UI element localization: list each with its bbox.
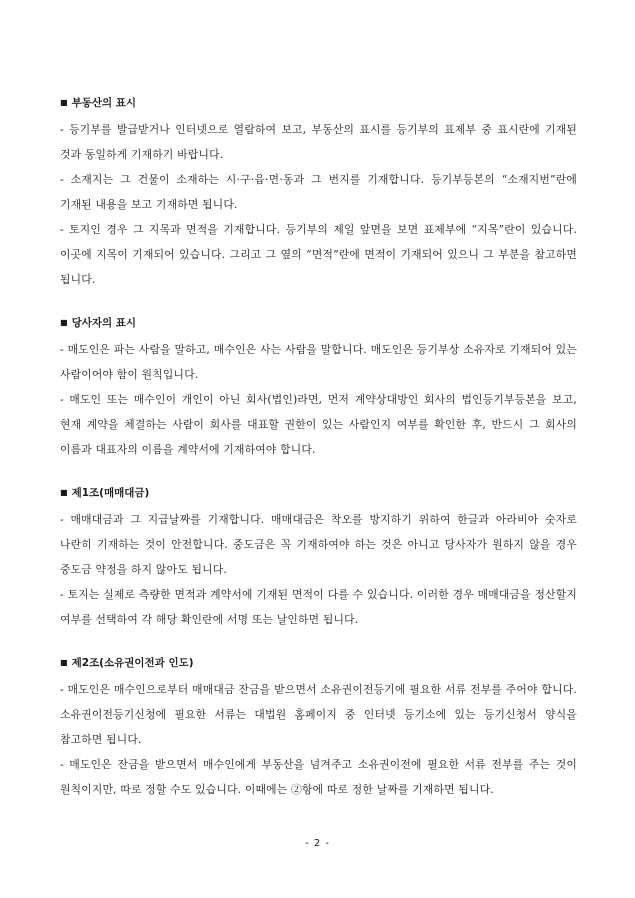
paragraph: - 매매대금과 그 지급날짜를 기재합니다. 매매대금은 착오를 방지하기 위하여 한글과 아라비아 숫자로 나란히 기재하는 것이 안전합니다. 중도금은 꼭 기재하여야 하는 것은 아니고 당사자가 원하지 않을 경우 중도금 약정을 하지 않아도 됩니다. [60,513,577,576]
paragraph: - 소재지는 그 건물이 소재하는 시·구·읍·면·동과 그 번지를 기재합니다. 등기부등본의 “소재지번”란에 기재된 내용을 보고 기재하면 됩니다. [60,173,577,211]
section-heading [60,655,577,671]
section-title: 부동산의 표시 [71,97,137,109]
page-number: - 2 - [305,838,330,849]
square-bullet-icon: ■ [60,318,68,327]
paragraph: - 매도인은 파는 사람을 말하고, 매수인은 사는 사람을 말합니다. 매도인은 등기부상 소유자로 기재되어 있는 사람이어야 함이 원칙입니다. [60,343,577,381]
paragraph: - 토지인 경우 그 지목과 면적을 기재합니다. 등기부의 제일 앞면을 보면 표제부에 “지목”란이 있습니다. 이곳에 지목이 기재되어 있습니다. 그리고 그 옆의 “면적”란에 면적이 기재되어 있으니 그 부분을 참고하면 됩니다. [60,223,577,286]
section-heading [60,485,577,501]
paragraph: - 매도인은 매수인으로부터 매매대금 잔금을 받으면서 소유권이전등기에 필요한 서류 전부를 주어야 합니다. 소유권이전등기신청에 필요한 서류는 대법원 홈페이지 중 인터넷 등기소에 있는 등기신청서 양식을 참고하면 됩니다. [60,683,577,746]
section-heading [60,315,577,331]
paragraph: - 등기부를 발급받거나 인터넷으로 열람하여 보고, 부동산의 표시를 등기부의 표제부 중 표시란에 기재된 것과 동일하게 기재하기 바랍니다. [60,123,577,161]
square-bullet-icon: ■ [60,488,68,497]
section-title: 제1조(매매대금) [71,487,150,499]
section-property-description [60,95,577,292]
section-parties [60,315,577,462]
square-bullet-icon: ■ [60,658,68,667]
paragraph: - 토지는 실제로 측량한 면적과 계약서에 기재된 면적이 다를 수 있습니다. 이러한 경우 매매대금을 정산할지 여부를 선택하여 각 해당 확인란에 서명 또는 날인하면 됩니다. [60,588,577,626]
section-title: 제2조(소유권이전과 인도) [71,657,194,669]
square-bullet-icon: ■ [60,98,68,107]
paragraph: - 매도인은 잔금을 받으면서 매수인에게 부동산을 넘겨주고 소유권이전에 필요한 서류 전부를 주는 것이 원칙이지만, 따로 정할 수도 있습니다. 이때에는 ②항에 따로 정한 날짜를 기재하면 됩니다. [60,758,577,796]
section-article-2 [60,655,577,802]
section-title: 당사자의 표시 [71,317,137,329]
paragraph: - 매도인 또는 매수인이 개인이 아닌 회사(법인)라면, 먼저 계약상대방인 회사의 법인등기부등본을 보고, 현재 계약을 체결하는 사람이 회사를 대표할 권한이 있는 사람인지 여부를 확인한 후, 반드시 그 회사의 이름과 대표자의 이름을 계약서에 기재하여야 합니다. [60,393,577,456]
section-article-1 [60,485,577,632]
section-heading [60,95,577,111]
